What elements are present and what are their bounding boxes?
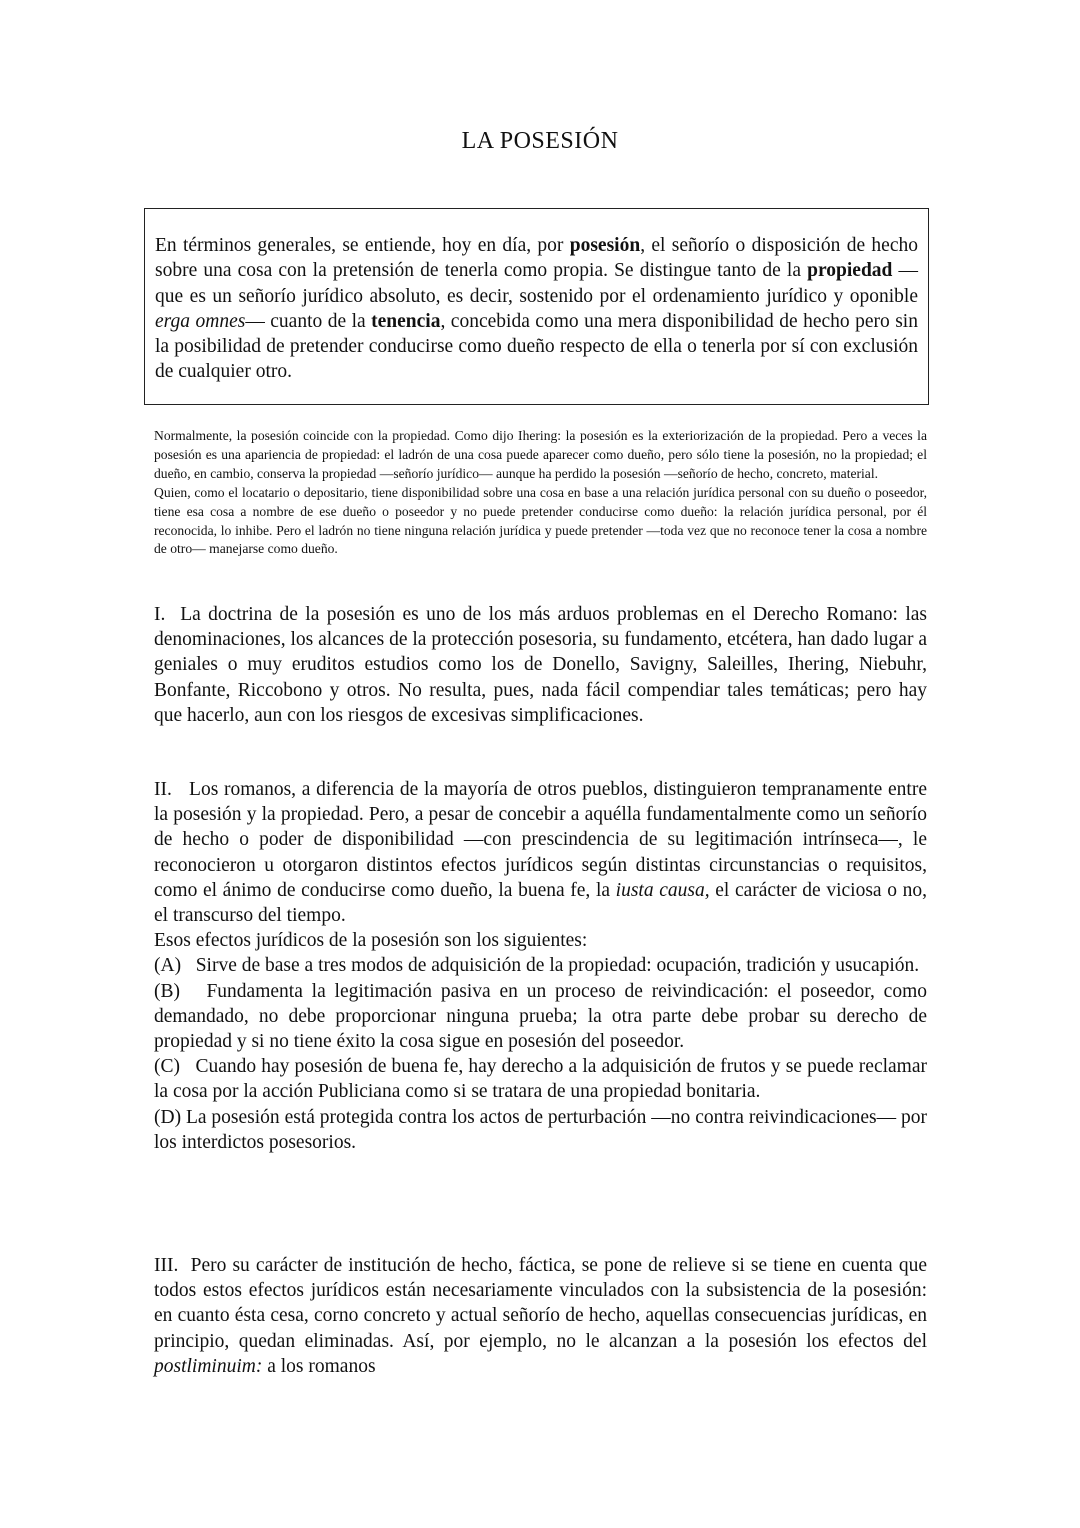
- section-2: [154, 777, 937, 1155]
- definition-paragraph: En términos generales, se entiende, hoy en día, por posesión, el señorío o disposición de hecho sobre una cosa con la pretensión de tenerla como propia. Se distingue tanto de la propiedad —que es un señorío jurídico absoluto, es decir, sostenido por el ordenamiento jurídico y oponible erga omnes— cuanto de la tenencia, concebida como una mera disponibilidad de hecho pero sin la posibilidad de pretender conducirse como dueño respecto de ella o tenerla por sí con exclusión de cualquier otro.: [155, 235, 919, 383]
- effect-b: (B) Fundamenta la legitimación pasiva en un proceso de reivindicación: el poseedor, como demandado, no debe proporcionar ninguna prueba; la otra parte debe probar su derecho de propiedad y si no tiene éxito la cosa sigue en posesión del poseedor.: [154, 980, 932, 1053]
- effect-d: (D) La posesión está protegida contra los actos de perturbación —no contra reivindicaciones— por los interdictos posesorios.: [154, 1106, 927, 1153]
- note-paragraph-1: Normalmente, la posesión coincide con la propiedad. Como dijo Ihering: la posesión es la exteriorización de la propiedad. Pero a veces la posesión es una apariencia de propiedad: el ladrón de una cosa puede aparecer como dueño, pero sólo tiene la posesión, no la propiedad; el dueño, en cambio, conserva la propiedad —señorío jurídico— aunque ha perdido la posesión —señorío de hecho, concreto, material.: [154, 428, 927, 481]
- term-propiedad: propiedad: [807, 260, 893, 282]
- section-1-paragraph: I. La doctrina de la posesión es uno de los más arduos problemas en el Derecho Romano: las denominaciones, los alcances de la protección posesoria, su fundamento, etcétera, han dado lugar a geniales o muy eruditos estudios como los de Donello, Savigny, Saleilles, Ihering, Niebuhr, Bonfante, Riccobono y otros. No resulta, pues, nada fácil compendiar tales temáticas; pero hay que hacerlo, aun con los riesgos de excesivas simplificaciones.: [154, 604, 932, 726]
- section-3-paragraph: III. Pero su carácter de institución de hecho, fáctica, se pone de relieve si se tiene en cuenta que todos estos efectos jurídicos están necesariamente vinculados con la subsistencia de la posesión: en cuanto ésta cesa, corno concreto y actual señorío de hecho, aquellas consecuencias jurídicas, en principio, quedan eliminadas. Así, por ejemplo, no le alcanzan a la posesión los efectos del postliminuim: a los romanos: [154, 1255, 932, 1377]
- section-1: [154, 602, 932, 728]
- section-3: [154, 1253, 932, 1379]
- note-section: [154, 427, 927, 559]
- effect-c: (C) Cuando hay posesión de buena fe, hay derecho a la adquisición de frutos y se puede reclamar la cosa por la acción Publiciana como si se tratara de una propiedad bonitaria.: [154, 1056, 932, 1103]
- term-posesion: posesión: [569, 235, 641, 256]
- effect-a: (A) Sirve de base a tres modos de adquisición de la propiedad: ocupación, tradición y usucapión.: [154, 955, 920, 977]
- note-paragraph-2: Quien, como el locatario o depositario, tiene disponibilidad sobre una cosa en base a una relación jurídica personal con su dueño o poseedor, tiene esa cosa a nombre de ese dueño o poseedor y no puede pretender conducirse como dueño: la relación jurídica personal, por él reconocida, lo inhibe. Pero el ladrón no tiene ninguna relación jurídica y puede pretender —toda vez que no reconoce tener la cosa a nombre de otro— manejarse como dueño.: [154, 484, 927, 557]
- term-iusta-causa: iusta causa,: [615, 879, 710, 901]
- page-title: LA POSESIÓN: [461, 128, 619, 154]
- term-erga-omnes: erga omnes: [155, 310, 246, 332]
- section-2-paragraph: II. Los romanos, a diferencia de la mayoría de otros pueblos, distinguieron tempranamente entre la posesión y la propiedad. Pero, a pesar de concebir a aquélla fundamentalmente como un señorío de hecho o poder de disponibilidad —con prescindencia de su legitimación intrínseca—, le reconocieron u otorgaron distintos efectos jurídicos según distintas circunstancias o requisitos, como el ánimo de conducirse como dueño, la buena fe, la iusta causa, el carácter de viciosa o no, el transcurso del tiempo.: [154, 779, 937, 927]
- definition-box: [144, 208, 929, 405]
- term-postliminuim: postliminuim:: [154, 1355, 263, 1377]
- effects-intro: Esos efectos jurídicos de la posesión son los siguientes:: [154, 930, 588, 952]
- term-tenencia: tenencia: [371, 310, 441, 332]
